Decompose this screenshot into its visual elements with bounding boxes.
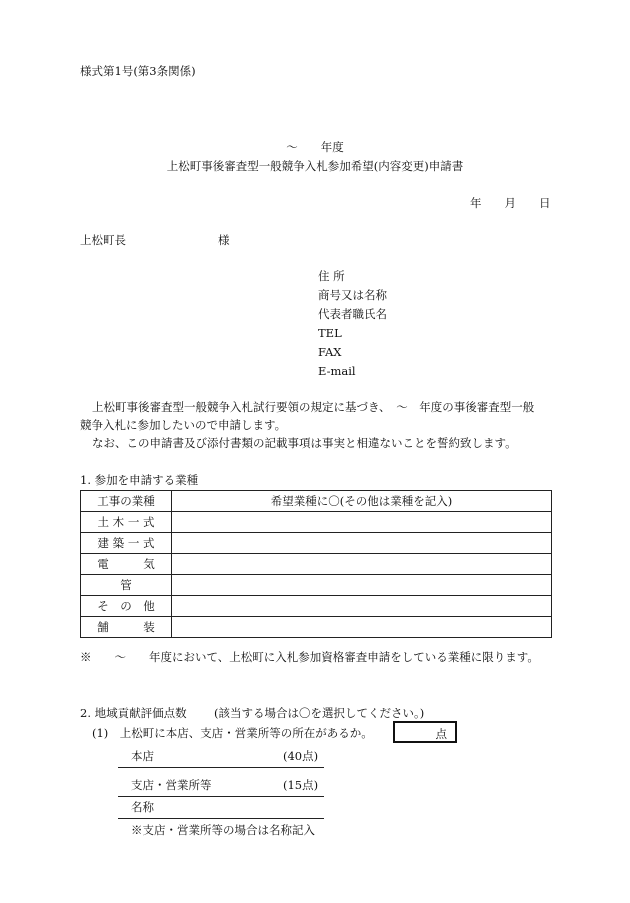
work-type-selection-cell[interactable] [172,533,552,554]
table-row [81,575,552,596]
work-type-label: 電 気 [81,554,172,575]
work-type-selection-cell[interactable] [172,512,552,533]
table-row [81,554,552,575]
table-header-preference: 希望業種に〇(その他は業種を記入) [172,491,552,512]
work-type-selection-cell[interactable] [172,575,552,596]
work-type-selection-cell[interactable] [172,554,552,575]
option-head-office-label: 本店 [131,749,154,763]
work-type-label: 舗 装 [81,617,172,638]
points-box[interactable] [393,721,457,743]
company-name-label: 商号又は名称 [318,288,387,302]
work-type-selection-cell[interactable] [172,617,552,638]
form-id: 様式第1号(第3条関係) [80,64,196,78]
fax-label: FAX [318,345,342,359]
body-line-2: 競争入札に参加したいので申請します。 [80,418,287,432]
points-label: 点 [435,727,447,741]
work-type-label: 土 木 一 式 [81,512,172,533]
section1-note: ※ ～ 年度において、上松町に入札参加資格審査申請をしている業種に限ります。 [80,650,539,664]
addressee-name: 上松町長 [80,233,126,247]
table-header-work-type: 工事の業種 [81,491,172,512]
table-row [81,596,552,617]
email-label: E-mail [318,364,356,378]
table-row [81,617,552,638]
table-row [81,512,552,533]
body-line-3: なお、この申請書及び添付書類の記載事項は事実と相違ないことを誓約致します。 [92,436,517,450]
work-type-label: そ の 他 [81,596,172,617]
option-branch-label: 支店・営業所等 [131,778,212,792]
work-type-label: 建 築 一 式 [81,533,172,554]
option-head-office-points: (40点) [283,749,319,763]
section2-heading: 2. 地域貢献評価点数 [80,706,187,720]
table-header-row [81,491,552,512]
work-type-selection-cell[interactable] [172,596,552,617]
divider [118,796,324,797]
section1-heading: 1. 参加を申請する業種 [80,473,199,487]
divider [118,767,324,768]
representative-label: 代表者職氏名 [318,307,387,321]
branch-name-field-line[interactable] [118,818,324,819]
addressee-honorific: 様 [218,233,230,247]
fiscal-year-line: ～ 年度 [286,140,344,154]
branch-name-note: ※支店・営業所等の場合は名称記入 [131,823,315,837]
address-label: 住 所 [318,269,345,283]
document-title: 上松町事後審査型一般競争入札参加希望(内容変更)申請書 [166,159,464,173]
work-type-table [80,490,552,638]
option-branch-points: (15点) [283,778,319,792]
table-row [81,533,552,554]
body-line-1: 上松町事後審査型一般競争入札試行要領の規定に基づき、 ～ 年度の事後審査型一般 [92,400,535,414]
tel-label: TEL [318,326,342,340]
work-type-label: 管 [81,575,172,596]
section2-item1: (1) 上松町に本店、支店・営業所等の所在があるか。 [92,726,373,740]
date-line: 年 月 日 [470,196,551,210]
branch-name-label: 名称 [131,800,154,814]
section2-heading-note: (該当する場合は〇を選択してください。) [214,706,425,720]
